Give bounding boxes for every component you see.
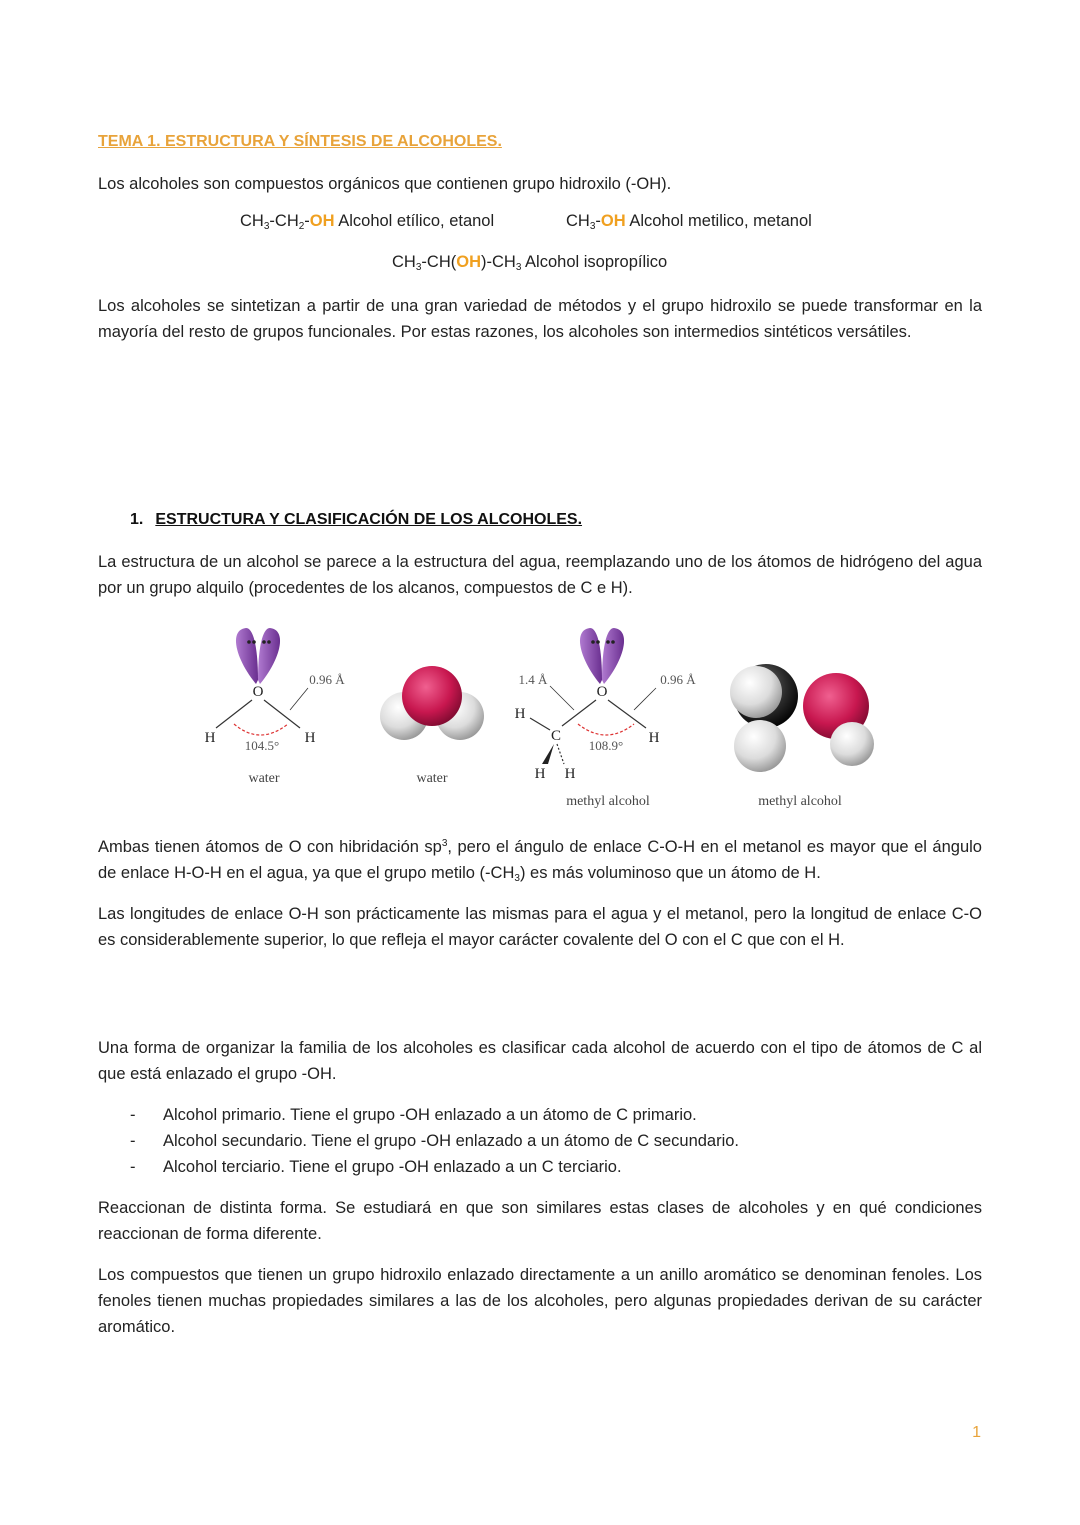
sp3-text-a: Ambas tienen átomos de O con hibridación sp	[98, 838, 442, 856]
atom-o: O	[252, 684, 264, 700]
methanol-structure	[515, 628, 697, 809]
methyl-alcohol-label: methyl alcohol	[566, 794, 650, 809]
atom-h: H	[648, 730, 660, 746]
synthesis-paragraph: Los alcoholes se sintetizan a partir de una gran variedad de métodos y el grupo hidroxilo se puede transformar en la mayoría del resto de grupos funcionales. Por estas razones, los alcoholes son intermedios sintéticos versátiles.	[98, 297, 982, 341]
list-item	[0, 1154, 1080, 1180]
phenols-paragraph: Los compuestos que tienen un grupo hidroxilo enlazado directamente a un anillo aromático se denominan fenoles. Los fenoles tienen muchas propiedades similares a las de los alcoholes, pero algunas propiedades derivan de su carácter aromático.	[98, 1266, 982, 1336]
lone-pair-lobe	[580, 628, 602, 684]
atom-h: H	[534, 766, 546, 782]
list-dash: -	[130, 1106, 136, 1124]
water-methanol-figure	[190, 620, 890, 820]
list-item	[0, 1102, 1080, 1128]
atom-h: H	[564, 766, 576, 782]
formula-ethanol: $CH_3-CH_2-OH$ Alcohol etílico, etanol	[240, 212, 495, 232]
page-title: TEMA 1. ESTRUCTURA Y SÍNTESIS DE ALCOHOLES.	[98, 133, 502, 150]
water-structure	[205, 628, 346, 786]
list-item-text: Alcohol secundario. Tiene el grupo -OH enlazado a un átomo de C secundario.	[163, 1132, 740, 1150]
formula-methanol: $CH_3-OH$ Alcohol metilico, metanol	[566, 212, 812, 232]
list-item	[0, 1128, 1080, 1154]
angle-water-label: 104.5°	[244, 738, 280, 753]
lone-pair-lobe	[602, 628, 624, 684]
oh-length-label: 0.96 Å	[660, 672, 696, 687]
sp3-paragraph: Ambas tienen átomos de O con hibridación $sp^3$, pero el ángulo de enlace C-O-H en el metanol es mayor que el ángulo de enlace H-O-H en el agua, ya que el grupo metilo $(-CH_3)$ es más voluminoso que un átomo de H.	[98, 838, 982, 884]
water-space-filling	[380, 666, 484, 786]
list-item-text: Alcohol primario. Tiene el grupo -OH enlazado a un átomo de C primario.	[163, 1106, 697, 1124]
react-paragraph: Reaccionan de distinta forma. Se estudiará en que son similares estas clases de alcoholes y en qué condiciones reaccionan de forma diferente.	[98, 1199, 982, 1243]
atom-h: H	[514, 706, 526, 722]
oh-length-label: 0.96 Å	[309, 672, 345, 687]
water-label: water	[416, 771, 448, 786]
atom-o: O	[596, 684, 608, 700]
ethanol-name: Alcohol etílico, etanol	[334, 212, 495, 230]
isopropanol-name: Alcohol isopropílico	[521, 253, 668, 271]
section-title: ESTRUCTURA Y CLASIFICACIÓN DE LOS ALCOHOLES.	[155, 511, 583, 528]
atom-c: C	[550, 728, 562, 744]
section-number: 1.	[130, 511, 144, 528]
list-dash: -	[130, 1132, 136, 1150]
formula-isopropanol: $CH_3-CH(OH)-CH_3$ Alcohol isopropílico	[392, 253, 668, 273]
angle-methanol-label: 108.9°	[588, 738, 624, 753]
water-label: water	[248, 771, 280, 786]
list-item-text: Alcohol terciario. Tiene el grupo -OH enlazado a un C terciario.	[163, 1158, 622, 1176]
sp3-text-c: ) es más voluminoso que un átomo de H.	[519, 864, 821, 882]
atom-h: H	[204, 730, 216, 746]
sp3-text-b: , pero el ángulo de enlace C-O-H en el metanol es mayor que el ángulo de enlace H-O-H en el agua, ya que el grupo metilo (-CH	[98, 838, 982, 882]
methanol-space-filling	[730, 664, 874, 809]
lone-pair-lobe	[236, 628, 258, 684]
structure-paragraph: La estructura de un alcohol se parece a la estructura del agua, reemplazando uno de los átomos de hidrógeno del agua por un grupo alquilo (procedentes de los alcanos, compuestos de C e H).	[98, 553, 982, 597]
page-number: 1	[972, 1424, 981, 1441]
classify-paragraph: Una forma de organizar la familia de los alcoholes es clasificar cada alcohol de acuerdo con el tipo de átomos de C al que está enlazado el grupo -OH.	[98, 1039, 982, 1083]
co-length-label: 1.4 Å	[518, 672, 548, 687]
methanol-name: Alcohol metilico, metanol	[625, 212, 812, 230]
list-dash: -	[130, 1158, 136, 1176]
lengths-paragraph: Las longitudes de enlace O-H son prácticamente las mismas para el agua y el metanol, pero la longitud de enlace C-O es considerablemente superior, lo que refleja el mayor carácter covalente del O con el C que con el H.	[98, 905, 982, 949]
lone-pair-lobe	[258, 628, 280, 684]
section-heading	[130, 511, 582, 529]
atom-h: H	[304, 730, 316, 746]
methyl-alcohol-label: methyl alcohol	[758, 794, 842, 809]
intro-paragraph: Los alcoholes son compuestos orgánicos que contienen grupo hidroxilo (-OH).	[98, 175, 672, 193]
